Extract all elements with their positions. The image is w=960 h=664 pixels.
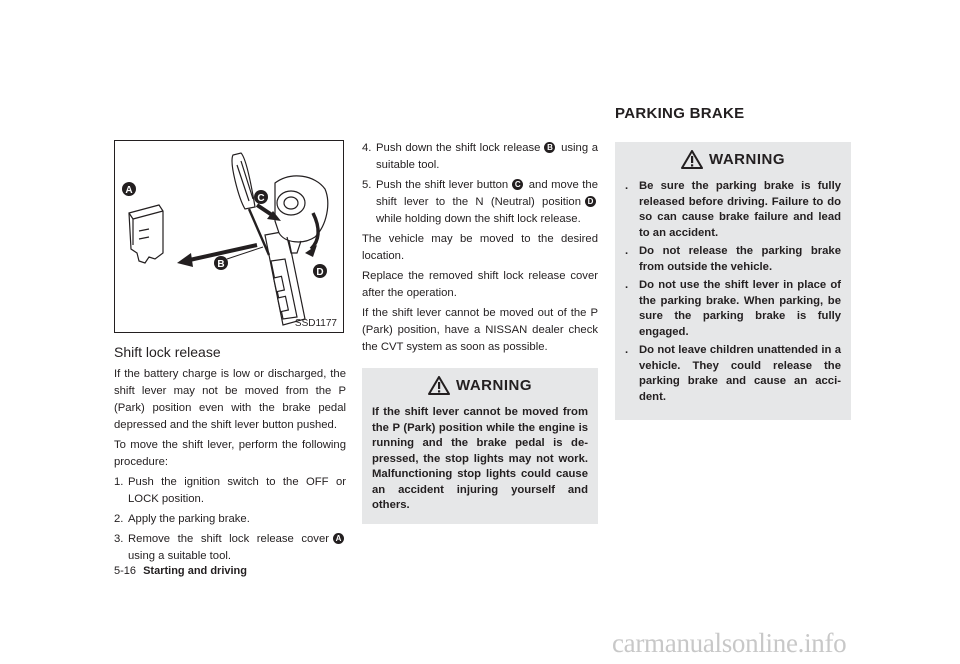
paragraph: Replace the removed shift lock release cover after the operation. xyxy=(362,270,598,299)
warning-header xyxy=(372,376,588,395)
list-item xyxy=(114,511,346,528)
paragraph: To move the shift lever, perform the following procedure: xyxy=(114,439,346,468)
figure-code: SSD1177 xyxy=(294,318,337,329)
paragraph: If the battery charge is low or discharged, the shift lever may not be moved from the P (Park) position even with the brake pedal depressed and the shift lever button pushed. xyxy=(114,368,346,431)
callout-b xyxy=(214,256,228,270)
step-text: using a suitable tool. xyxy=(376,142,599,171)
warning-list xyxy=(625,179,841,405)
list-item xyxy=(625,244,841,275)
bullet-text: Do not leave children unattended in a vehicle. They could release the parking brake and cause an acci-dent. xyxy=(639,344,841,403)
bullet: . xyxy=(625,180,629,192)
warning-box xyxy=(362,368,598,524)
callout-a-label: A xyxy=(125,185,133,196)
shift-lock-cover-part xyxy=(129,205,163,263)
section-title-parking-brake: PARKING BRAKE xyxy=(615,105,745,122)
step-number: 2. xyxy=(114,513,124,525)
step-text: and move the shift lever to the N (Neutral) position xyxy=(376,179,598,208)
watermark-logo: carmanualsonline.info xyxy=(612,628,847,658)
callout-badge: B xyxy=(544,142,555,153)
page-footer xyxy=(114,565,247,577)
page-number: 5-16 xyxy=(114,565,137,577)
step-number: 4. xyxy=(362,142,372,154)
callout-c-label: C xyxy=(257,193,265,204)
step-text: Apply the parking brake. xyxy=(128,513,250,525)
callout-d-label: D xyxy=(316,267,324,278)
bullet: . xyxy=(625,279,629,291)
warning-triangle-icon xyxy=(681,150,703,169)
section-heading-shift-lock: Shift lock release xyxy=(114,344,221,360)
list-item xyxy=(114,531,346,565)
step-text: Push the shift lever button xyxy=(376,179,509,191)
paragraph: The vehicle may be moved to the desired location. xyxy=(362,233,598,262)
callout-b-label: B xyxy=(217,259,225,270)
warning-title: WARNING xyxy=(456,377,532,394)
bullet: . xyxy=(625,245,629,257)
list-item xyxy=(362,140,598,174)
callout-badge: A xyxy=(333,533,344,544)
step-text: Push the ignition switch to the OFF or LOCK position. xyxy=(128,476,346,505)
step-number: 3. xyxy=(114,533,124,545)
step-text: Push down the shift lock release xyxy=(376,142,541,154)
shift-lock-illustration xyxy=(115,141,343,332)
list-item xyxy=(362,177,598,228)
chapter-title: Starting and driving xyxy=(143,565,247,577)
illustration-figure xyxy=(114,140,344,333)
step-number: 5. xyxy=(362,179,372,191)
bullet-text: Do not release the parking brake from outside the vehicle. xyxy=(639,245,841,273)
warning-triangle-icon xyxy=(428,376,450,395)
callout-c xyxy=(254,190,268,204)
warning-text: If the shift lever cannot be moved from the P (Park) position while the engine is running and the brake pedal is de-pressed, the stop lights may not work. Malfunctioning stop lights could cause an accident injuring yourself and others. xyxy=(372,406,588,511)
callout-d xyxy=(313,264,327,278)
list-item xyxy=(114,474,346,508)
callout-badge: D xyxy=(585,196,596,207)
list-item xyxy=(625,179,841,241)
bullet-text: Be sure the parking brake is fully released before driving. Failure to do so can cause brake failure and lead to an accident. xyxy=(639,180,841,239)
list-item xyxy=(625,343,841,405)
callout-a xyxy=(122,182,136,196)
bullet: . xyxy=(625,344,629,356)
callout-badge: C xyxy=(512,179,523,190)
warning-header xyxy=(625,150,841,169)
left-column xyxy=(114,344,346,568)
middle-column xyxy=(362,140,598,524)
step-text: Remove the shift lock release cover xyxy=(128,533,329,545)
step-number: 1. xyxy=(114,476,124,488)
warning-title: WARNING xyxy=(709,151,785,168)
warning-box xyxy=(615,142,851,420)
screwdriver-tool xyxy=(232,153,269,255)
list-item xyxy=(625,278,841,340)
step-text: using a suitable tool. xyxy=(128,550,231,562)
paragraph: If the shift lever cannot be moved out of the P (Park) position, have a NISSAN dealer check the CVT system as soon as possible. xyxy=(362,307,598,353)
shifter-housing xyxy=(265,231,305,325)
step-text: while holding down the shift lock release. xyxy=(376,213,581,225)
bullet-text: Do not use the shift lever in place of the parking brake. When parking, be sure the parking brake is fully engaged. xyxy=(639,279,841,338)
